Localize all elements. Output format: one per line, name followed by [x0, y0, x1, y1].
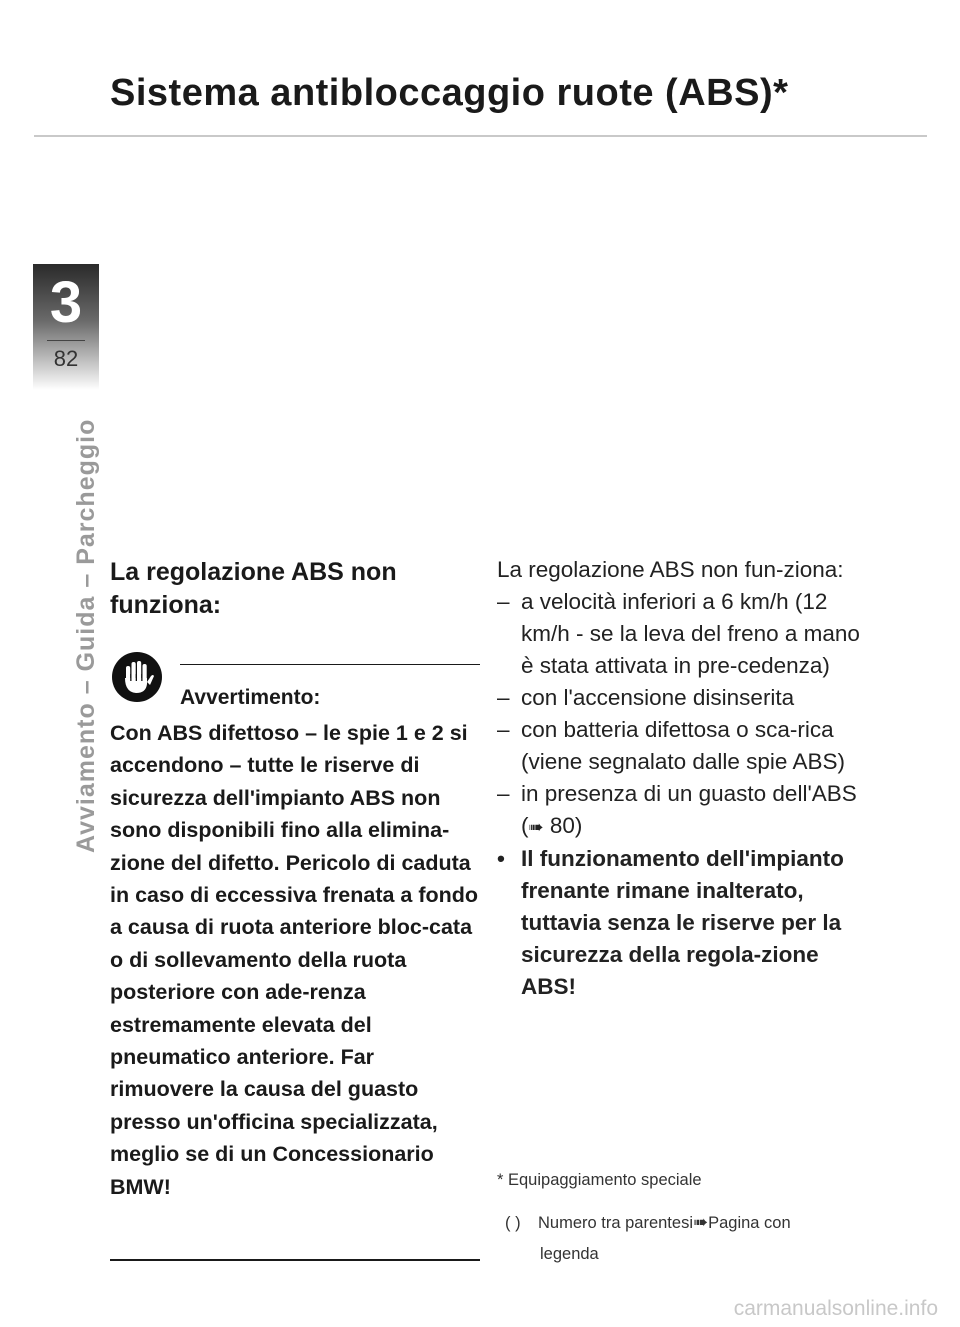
header-divider [34, 135, 927, 137]
bullet-item [497, 843, 877, 1003]
hand-stop-icon [112, 652, 162, 702]
dash-mark: – [497, 589, 510, 614]
legend-paren: ( ) [505, 1214, 521, 1232]
footnote-legend [505, 1207, 885, 1270]
dash-mark: – [497, 781, 510, 806]
bullet-mark: • [497, 846, 505, 871]
chapter-divider [47, 340, 85, 341]
warning-end-divider [110, 1259, 480, 1261]
watermark: carmanualsonline.info [733, 1297, 938, 1320]
intro-text: La regolazione ABS non fun-ziona: [497, 557, 844, 582]
page-reference-arrow-icon: ➠ [528, 817, 544, 837]
warning-divider [180, 664, 480, 665]
section-heading: La regolazione ABS non funziona: [110, 558, 397, 619]
legend-arrow-icon: ➠ [693, 1212, 709, 1232]
list-item-text: a velocità inferiori a 6 km/h (12 km/h - se la leva del freno a mano è stata attivata in pre-cedenza) [521, 589, 860, 678]
list-item-text: con l'accensione disinserita [521, 685, 795, 710]
right-column [497, 554, 877, 1003]
page-number: 82 [53, 346, 79, 371]
chapter-tab [33, 264, 99, 390]
page-reference: 80) [543, 813, 583, 838]
legend-text: Numero tra parentesi [538, 1214, 693, 1232]
list-item-text: in presenza di un guasto dell'ABS ( [521, 781, 857, 838]
list-item-text: con batteria difettosa o sca-rica (viene segnalato dalle spie ABS) [521, 717, 845, 774]
footnote-special-equipment: * Equipaggiamento speciale [497, 1171, 702, 1189]
warning-title: Avvertimento: [180, 686, 321, 709]
list-item [497, 778, 877, 843]
list-item [497, 682, 877, 714]
warning-text: Con ABS difettoso – le spie 1 e 2 si accendono – tutte le riserve di sicurezza dell'impianto ABS non sono disponibili fino alla elimina-zione del difetto. Pericolo di caduta in caso di eccessiva frenata a fondo a causa di ruota anteriore bloc-cata o di sollevamento della ruota posteriore con ade-renza estremamente elevata del pneumatico anteriore. Far rimuovere la causa del guasto presso un'officina specializzata, meglio se di un Concessionario BMW! [110, 721, 479, 1199]
dash-mark: – [497, 717, 510, 742]
list-item [497, 714, 877, 778]
section-side-label: Avviamento – Guida – Parcheggio [72, 418, 100, 853]
legend-text-after: Pagina con [708, 1214, 791, 1232]
dash-mark: – [497, 685, 510, 710]
legend-line2: legenda [540, 1245, 599, 1263]
page-title: Sistema antibloccaggio ruote (ABS)* [110, 72, 789, 114]
chapter-number: 3 [49, 270, 83, 335]
list-item [497, 586, 877, 682]
bullet-text: Il funzionamento dell'impianto frenante rimane inalterato, tuttavia senza le riserve per la sicurezza della regola-zione ABS! [521, 846, 844, 999]
